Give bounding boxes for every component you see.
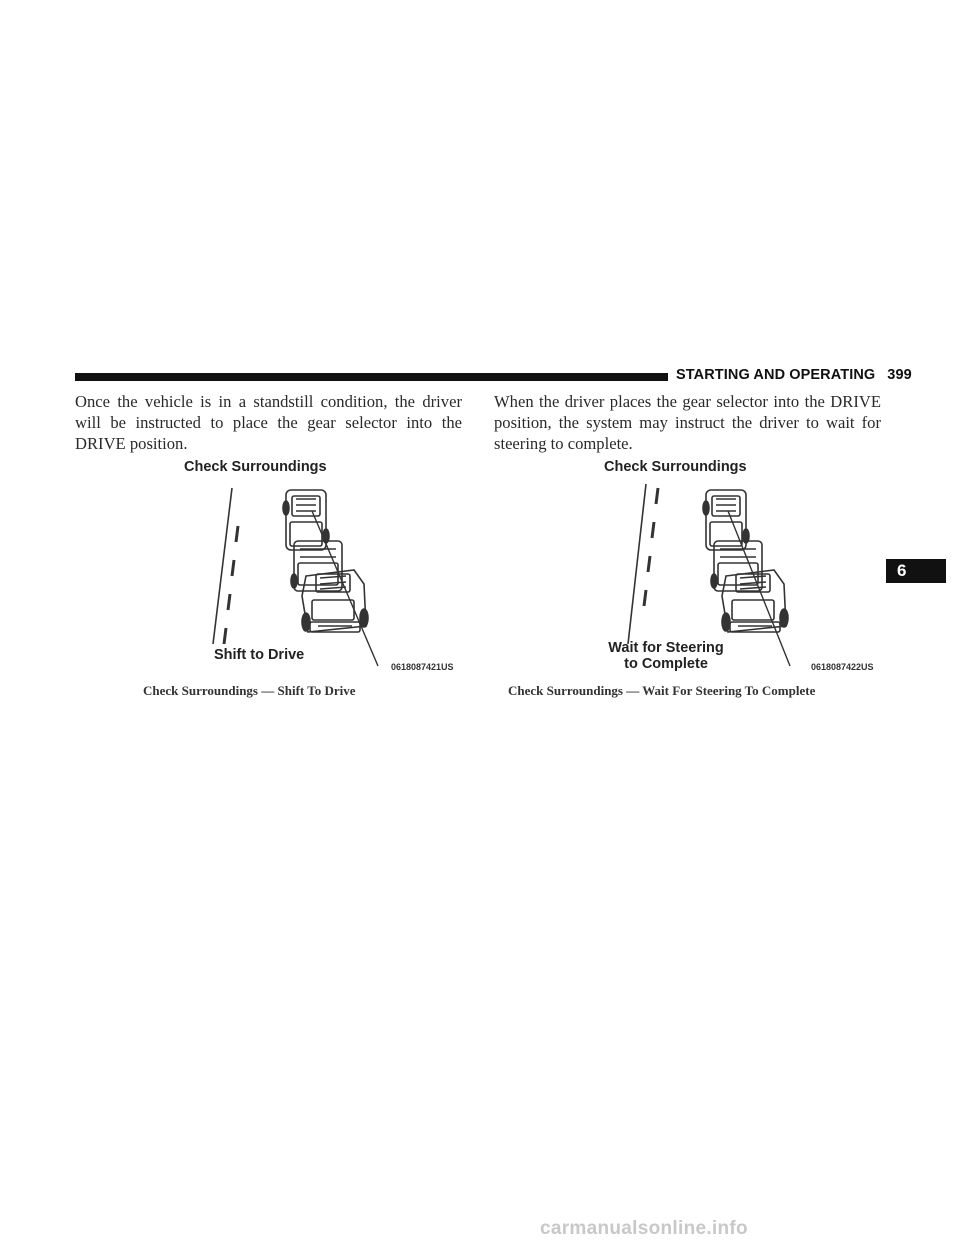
figure-message: Shift to Drive — [214, 647, 305, 663]
watermark: carmanualsonline.info — [540, 1218, 748, 1239]
dashed-lane — [644, 488, 658, 606]
figure-caption: Check Surroundings — Wait For Steering To Complete — [508, 683, 816, 698]
figure-caption: Check Surroundings — Shift To Drive — [143, 683, 356, 698]
figure-title: Check Surroundings — [184, 459, 327, 475]
page-number: 399 — [887, 367, 912, 383]
parking-illustration — [172, 456, 472, 668]
figure-wait-for-steering — [592, 456, 892, 672]
figure-code: 0618087422US — [811, 662, 874, 672]
left-paragraph: Once the vehicle is in a standstill condition, the driver will be instructed to place the gear selector into the DRIVE position. — [75, 392, 462, 453]
figure-code: 0618087421US — [391, 662, 454, 672]
figure-message-line1: Wait for Steering — [608, 640, 724, 656]
figure-shift-to-drive — [172, 456, 472, 672]
parking-illustration — [592, 456, 892, 668]
figure-message-line2: to Complete — [624, 656, 708, 672]
header-rule — [75, 373, 668, 381]
lane-line — [628, 484, 646, 644]
dashed-lane — [224, 526, 238, 644]
lower-truck — [302, 570, 368, 632]
figure-message — [592, 640, 740, 672]
chapter-tab: 6 — [886, 559, 946, 583]
lane-line — [213, 488, 232, 644]
running-header — [676, 367, 912, 383]
figure-title: Check Surroundings — [604, 459, 747, 475]
section-title: STARTING AND OPERATING — [676, 367, 876, 383]
right-paragraph: When the driver places the gear selector into the DRIVE position, the system may instruct the driver to wait for steering to complete. — [494, 392, 881, 453]
